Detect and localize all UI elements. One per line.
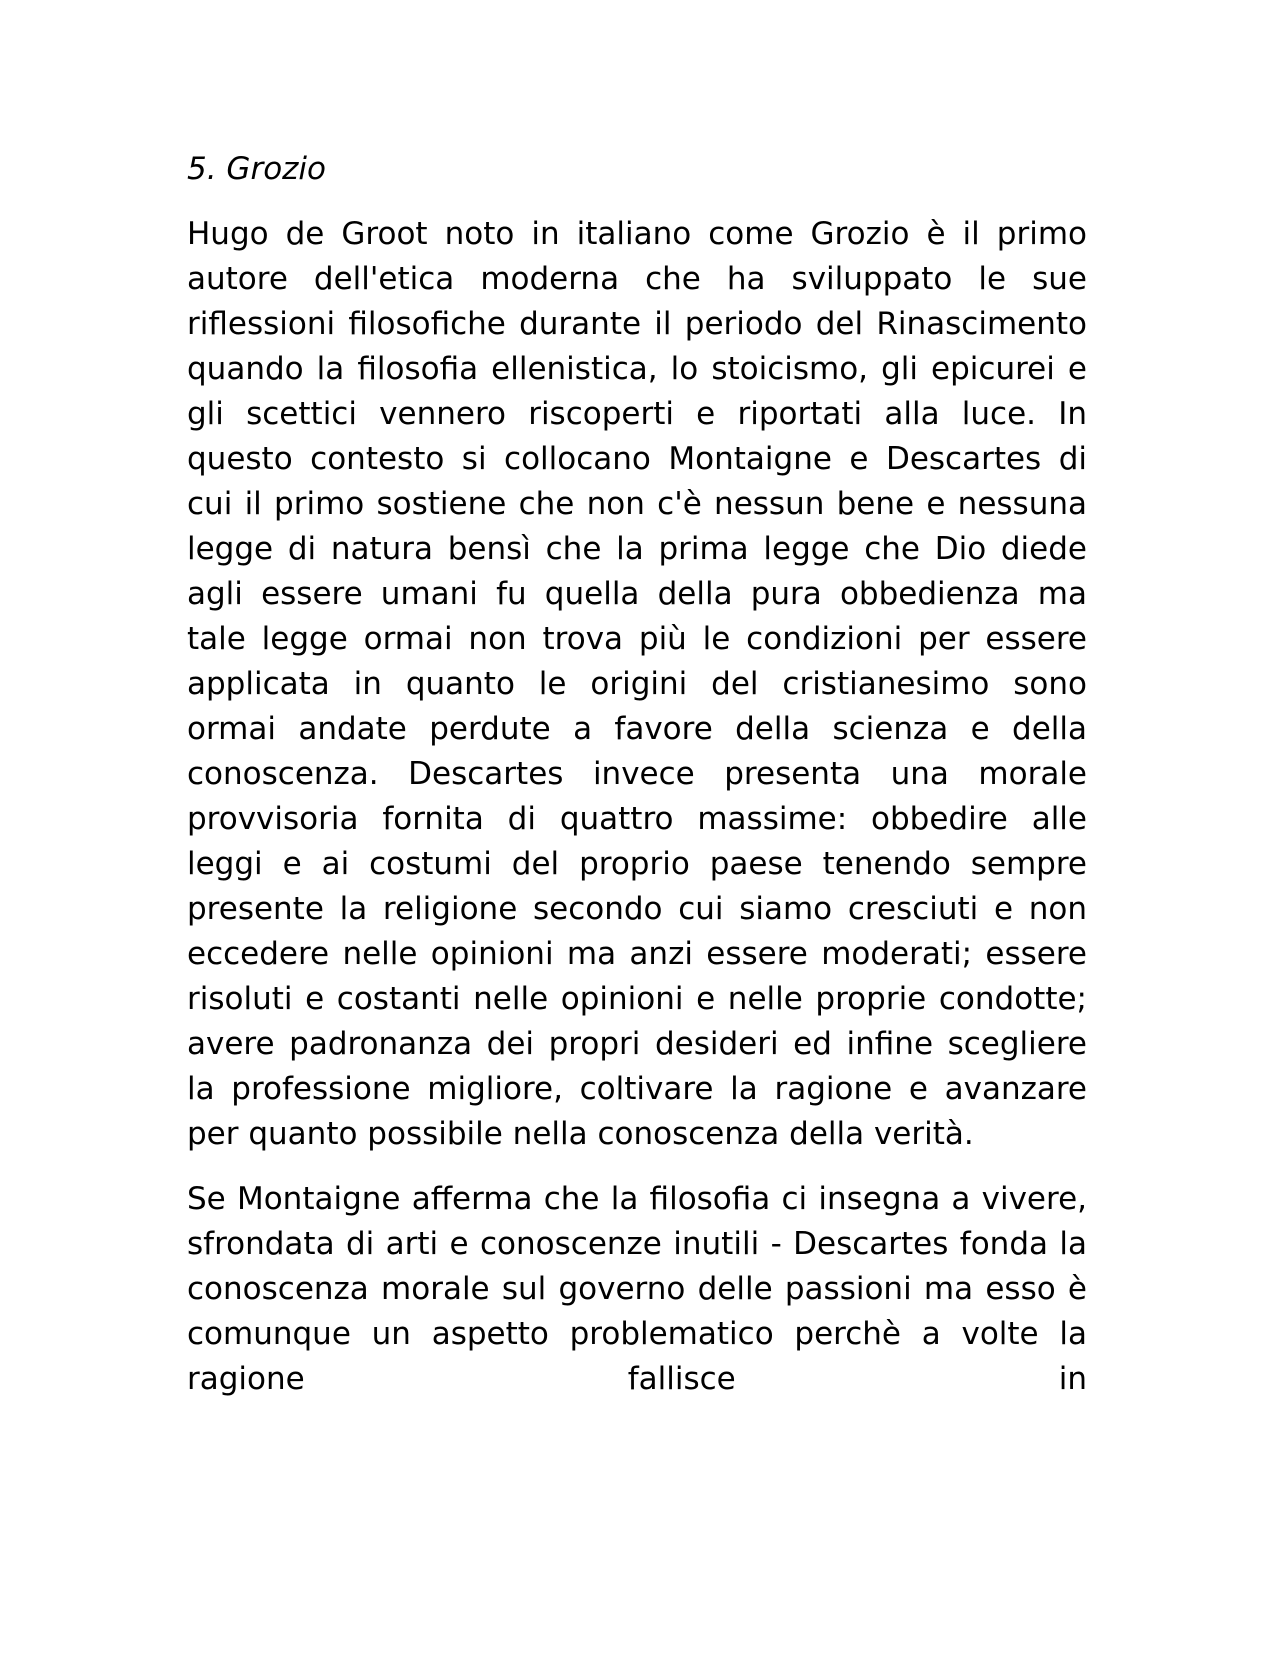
paragraph-grozio-intro: Hugo de Groot noto in italiano come Grozio è il primo autore dell'etica moderna che ha sviluppato le sue riflessioni filosofiche durante il periodo del Rinascimento quando la filosofia ellenistica, lo stoicismo, gli epicurei e gli scettici vennero riscoperti e riportati alla luce. In questo contesto si collocano Montaigne e Descartes di cui il primo sostiene che non c'è nessun bene e nessuna legge di natura bensì che la prima legge che Dio diede agli essere umani fu quella della pura obbedienza ma tale legge ormai non trova più le condizioni per essere applicata in quanto le origini del cristianesimo sono ormai andate perdute a favore della scienza e della conoscenza. Descartes invece presenta una morale provvisoria fornita di quattro massime: obbedire alle leggi e ai costumi del proprio paese tenendo sempre presente la religione secondo cui siamo cresciuti e non eccedere nelle opinioni ma anzi essere moderati; essere risoluti e costanti nelle opinioni e nelle proprie condotte; avere padronanza dei propri desideri ed infine scegliere la professione migliore, coltivare la ragione e avanzare per quanto possibile nella conoscenza della verità. bbox=[187, 216, 1087, 1152]
section-heading: 5. Grozio bbox=[187, 151, 327, 187]
document-body bbox=[187, 147, 1087, 1402]
paragraph-montaigne-descartes: Se Montaigne afferma che la filosofia ci insegna a vivere, sfrondata di arti e conoscenze inutili - Descartes fonda la conoscenza morale sul governo delle passioni ma esso è comunque un aspetto problematico perchè a volte la ragione fallisce in bbox=[187, 1181, 1087, 1397]
